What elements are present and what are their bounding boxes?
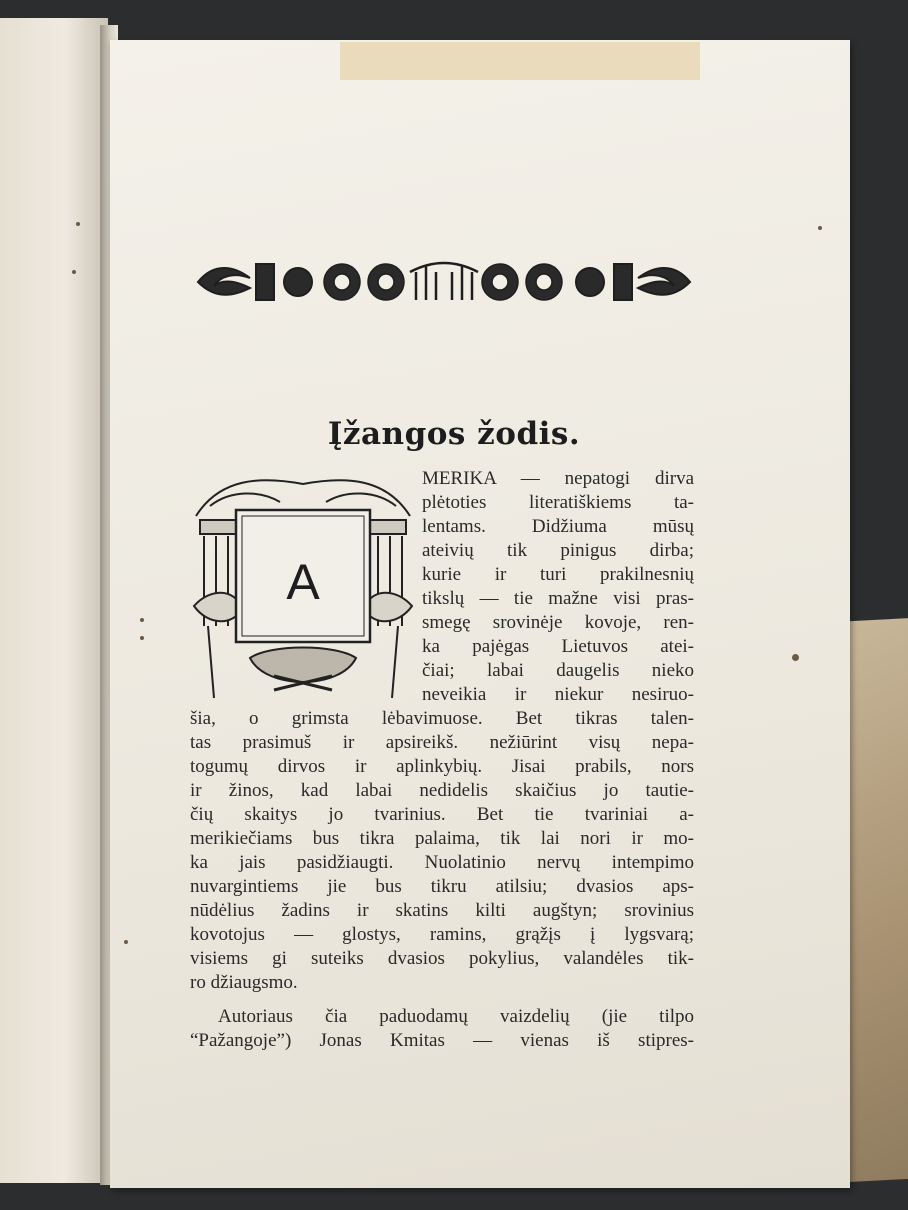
text-line: ir žinos, kad labai nedidelis skaičius jo tautie-	[190, 780, 694, 801]
foxing-spot	[818, 226, 822, 230]
text-line: smegę srovinėje kovoje, ren-	[422, 612, 694, 633]
foxing-spot	[140, 618, 144, 622]
text-line: kurie ir turi prakilnesnių	[422, 564, 694, 585]
foxing-spot	[76, 222, 80, 226]
text-line: ro džiaugsmo.	[190, 972, 298, 993]
text-line: plėtoties literatiškiems ta-	[422, 492, 694, 513]
text-line: MERIKA — nepatogi dirva	[422, 468, 694, 489]
page-title: Įžangos žodis.	[327, 416, 581, 452]
text-line: ka pajėgas Lietuvos atei-	[422, 636, 694, 657]
text-line: nūdėlius žadins ir skatins kilti augštyn; srovinius	[190, 900, 694, 921]
text-line: togumų dirvos ir aplinkybių. Jisai prabils, nors	[190, 756, 694, 777]
text-line: lentams. Didžiuma mūsų	[422, 516, 694, 537]
text-line: neveikia ir niekur nesiruo-	[422, 684, 694, 705]
foxing-spot	[792, 654, 799, 661]
text-line: ateivių tik pinigus dirba;	[422, 540, 694, 561]
text-line: tikslų — tie mažne visi pras-	[422, 588, 694, 609]
text-line: čių skaitys jo tvarinius. Bet tie tvariniai a-	[190, 804, 694, 825]
decorative-ornament	[194, 256, 694, 308]
text-line: Autoriaus čia paduodamų vaizdelių (jie tilpo	[218, 1006, 694, 1027]
text-line: nuvargintiems jie bus tikru atilsiu; dvasios aps-	[190, 876, 694, 897]
foxing-spot	[72, 270, 76, 274]
drop-cap-letter: A	[286, 554, 320, 610]
text-line: “Pažangoje”) Jonas Kmitas — vienas iš stipres-	[190, 1030, 694, 1051]
left-page	[0, 18, 108, 1183]
text-line: visiems gi suteiks dvasios pokylius, valandėles tik-	[190, 948, 694, 969]
text-line: šia, o grimsta lėbavimuose. Bet tikras talen-	[190, 708, 694, 729]
text-line: merikiečiams bus tikra palaima, tik lai nori ir mo-	[190, 828, 694, 849]
text-line: ka jais pasidžiaugti. Nuolatinio nervų intempimo	[190, 852, 694, 873]
foxing-spot	[140, 636, 144, 640]
paper-tape	[340, 42, 700, 80]
foxing-spot	[124, 940, 128, 944]
text-line: tas prasimuš ir apsireikš. nežiūrint visų nepa-	[190, 732, 694, 753]
text-line: čiai; labai daugelis nieko	[422, 660, 694, 681]
text-line: kovotojus — glostys, ramins, grąžįs į lygsvarą;	[190, 924, 694, 945]
